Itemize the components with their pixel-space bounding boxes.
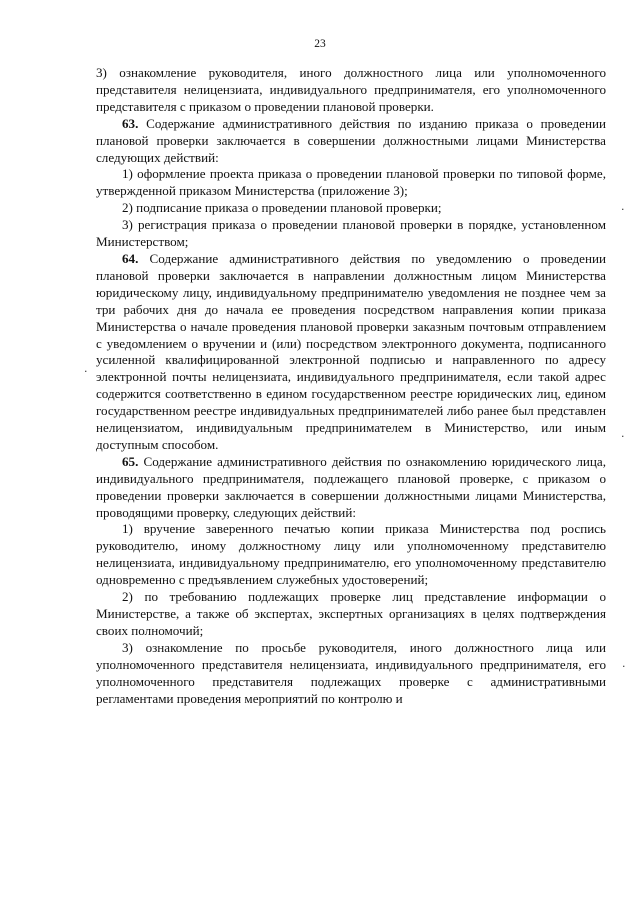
document-body [96, 65, 606, 707]
paragraph [96, 116, 606, 167]
paragraph-text: 3) ознакомление руководителя, иного должностного лица или уполномоченного представителя нелицензиата, индивидуального предпринимателя, его уполномоченного представителя с приказом о проведении плановой проверки. [96, 65, 606, 114]
paragraph [96, 166, 606, 200]
paragraph [96, 640, 606, 708]
paragraph-text: 3) ознакомление по просьбе руководителя, иного должностного лица или уполномоченного представителя нелицензиата, индивидуального предпринимателя, его уполномоченного представителя подлежащих проверке с административными регламентами проведения мероприятий по контролю и [96, 639, 606, 706]
paragraph [96, 521, 606, 589]
paragraph [96, 251, 606, 454]
scan-mark: · [84, 365, 88, 378]
paragraph-text: 2) подписание приказа о проведении плановой проверки; [122, 200, 442, 216]
paragraph [96, 217, 606, 251]
paragraph [96, 454, 606, 522]
scan-mark: · [621, 203, 625, 216]
scan-mark: · [622, 660, 626, 673]
paragraph-number: 65. [122, 453, 139, 469]
paragraph [96, 200, 606, 217]
paragraph-text: 1) вручение заверенного печатью копии приказа Министерства под роспись руководителю, иному должностному лицу или уполномоченному представителю нелицензиата, индивидуальному предпринимателю, его уполномоченному представителю одновременно с предъявлением служебных удостоверений; [96, 521, 606, 588]
paragraph [96, 589, 606, 640]
paragraph-text: Содержание административного действия по уведомлению о проведении плановой проверки заключается в направлении должностным лицом Министерства юридическому лицу, индивидуальному предпринимателю уведомления не позднее чем за три рабочих дня до начала ее проведения посредством направления копии приказа Министерства о начале проведения плановой проверки заказным почтовым отправлением с уведомлением о вручении и (или) посредством электронного документа, подписанного усиленной квалифицированной электронной подписью и направленного по адресу электронной почты нелицензиата, индивидуального предпринимателя, если такой адрес содержится соответственно в едином государственном реестре юридических лиц, едином государственном реестре индивидуальных предпринимателей либо ранее был представлен нелицензиатом, индивидуальным предпринимателем в Министерство, или иным доступным способом. [96, 250, 606, 452]
paragraph-text: 1) оформление проекта приказа о проведении плановой проверки по типовой форме, утвержденной приказом Министерства (приложение 3); [96, 166, 606, 199]
paragraph [96, 65, 606, 116]
paragraph-text: 2) по требованию подлежащих проверке лиц представление информации о Министерстве, а также об экспертах, экспертных организациях в целях подтверждения своих полномочий; [96, 589, 606, 638]
paragraph-text: Содержание административного действия по ознакомлению юридического лица, индивидуального предпринимателя, подлежащего плановой проверке, с приказом о проведении проверки заключается в совершении должностными лицами Министерства, проводящими проверку, следующих действий: [96, 453, 606, 520]
scan-mark: · [621, 430, 625, 443]
paragraph-text: Содержание административного действия по изданию приказа о проведении плановой проверки заключается в совершении должностными лицами Министерства следующих действий: [96, 115, 606, 165]
paragraph-number: 63. [122, 115, 139, 131]
page-number: 23 [314, 38, 326, 50]
paragraph-number: 64. [122, 250, 139, 266]
paragraph-text: 3) регистрация приказа о проведении плановой проверки в порядке, установленном Министерством; [96, 217, 606, 250]
